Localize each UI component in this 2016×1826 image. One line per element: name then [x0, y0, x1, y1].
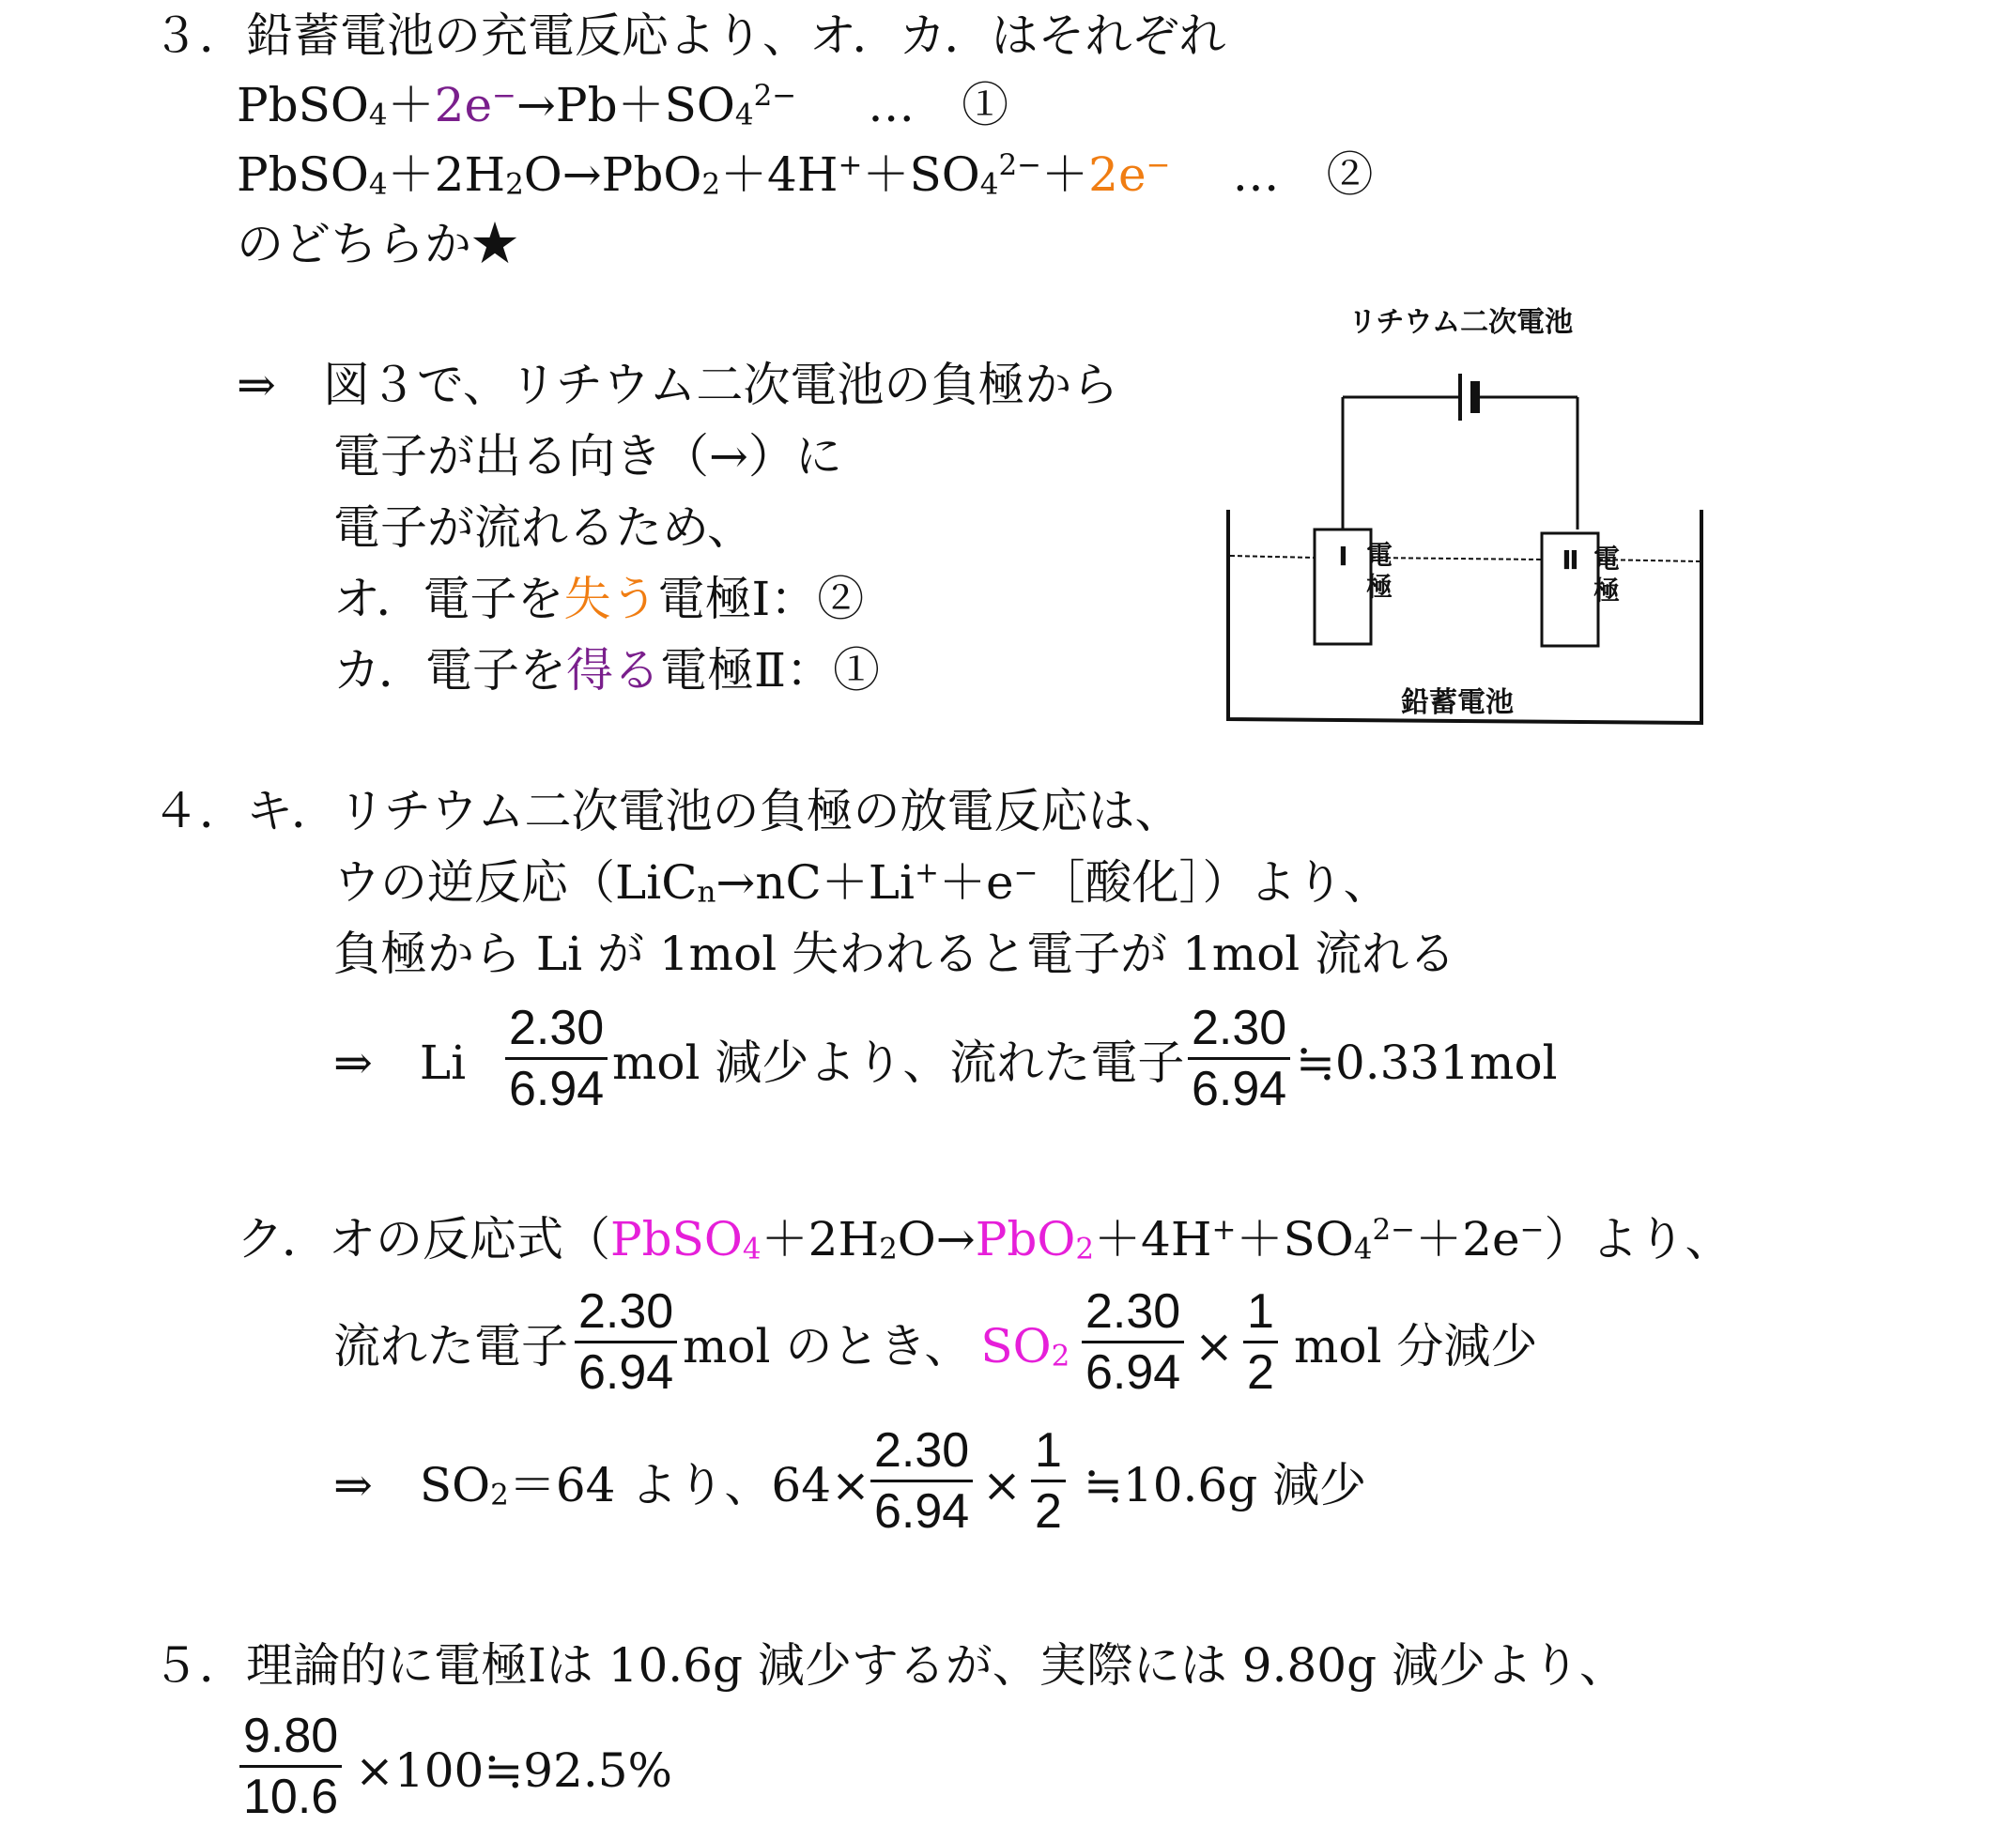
figure-3-circuit: [1221, 299, 1709, 730]
q3-intro: ３．鉛蓄電池の充電反応より、オ．カ．はそれぞれ: [152, 8, 1226, 63]
q4-ku-3-start: ⇒ $SO_2=64$ より、64×: [333, 1458, 870, 1512]
q3-reason-3: 電子が流れるため、: [333, 500, 754, 555]
q4-ku-3-times: ×: [982, 1458, 1022, 1512]
electrode-1-label: 電極Ⅰ: [1328, 541, 1393, 605]
q3-answer-o: オ．電子を失う電極Ⅰ：②: [333, 572, 865, 626]
q4-ku-2-times: ×: [1194, 1319, 1234, 1373]
q3-equation-2: $PbSO_4+2H_2O\to PbO_2+4H^++SO_4^{2-}+2e^-$ … ②: [237, 147, 1374, 202]
fraction-half: 1 2: [1243, 1282, 1278, 1402]
electrons-gained: 2e−: [434, 78, 517, 132]
q3-reason-1: ⇒ 図３で、リチウム二次電池の負極から: [237, 358, 1119, 412]
fraction-so2: 2.30 6.94: [1082, 1282, 1184, 1402]
q4-ku-2-end: mol 分減少: [1294, 1319, 1538, 1373]
q3-equation-1: $PbSO_4+2e^-\to Pb+SO_4^{2-}$ … ①: [237, 78, 1009, 132]
diagram-top-label: リチウム二次電池: [1348, 306, 1574, 339]
q4-ki-line-1: ４．キ．リチウム二次電池の負極の放電反応は、: [152, 784, 1182, 838]
q4-ki-line-3: 負極から Li が 1mol 失われると電子が 1mol 流れる: [333, 927, 1456, 981]
electrode-2-label: 電極Ⅱ: [1555, 545, 1621, 608]
fraction-yield: 9.80 10.6: [239, 1707, 342, 1826]
battery-short-plate: [1470, 381, 1480, 413]
q5-line-1: ５．理論的に電極Ⅰは 10.6g 減少するが、実際には 9.80g 減少より、: [152, 1638, 1626, 1693]
q4-ku-2-middle: mol のとき、 $SO_2$: [683, 1319, 1070, 1373]
q3-which: のどちらか★: [237, 217, 518, 271]
fraction-li: 2.30 6.94: [505, 999, 608, 1118]
electrons-lost: 2e−: [1088, 147, 1171, 202]
q3-answer-ka: カ．電子を得る電極Ⅱ：①: [333, 643, 880, 698]
q4-ki-line-2: ウの逆反応（LiC$_n$→nC＋Li+＋e−［酸化］）より、: [333, 855, 1391, 910]
fraction-electrons-ku: 2.30 6.94: [575, 1282, 677, 1402]
q5-result: ×100≒92.5%: [355, 1743, 673, 1798]
q3-reason-2: 電子が出る向き（→）に: [333, 429, 842, 483]
q4-ku-2-start: 流れた電子: [333, 1319, 568, 1373]
fraction-mass: 2.30 6.94: [870, 1421, 973, 1541]
q4-ku-3-result: ≒10.6g 減少: [1084, 1458, 1367, 1512]
diagram-bottom-label: 鉛蓄電池: [1401, 686, 1514, 719]
circuit-diagram: [1221, 299, 1709, 730]
q4-ku-line-1: ク．オの反応式$(PbSO_4+2H_2O\to PbO_2+4H^++SO_4^{2-}+2e^-)$より、: [237, 1212, 1732, 1266]
q4-ki-4-middle: mol 減少より、流れた電子: [612, 1036, 1185, 1090]
q4-ki-4-arrow-li: ⇒ Li: [333, 1036, 467, 1090]
fraction-electrons: 2.30 6.94: [1188, 999, 1290, 1118]
fraction-half-2: 1 2: [1031, 1421, 1066, 1541]
q4-ki-4-result: ≒0.331mol: [1296, 1036, 1558, 1090]
